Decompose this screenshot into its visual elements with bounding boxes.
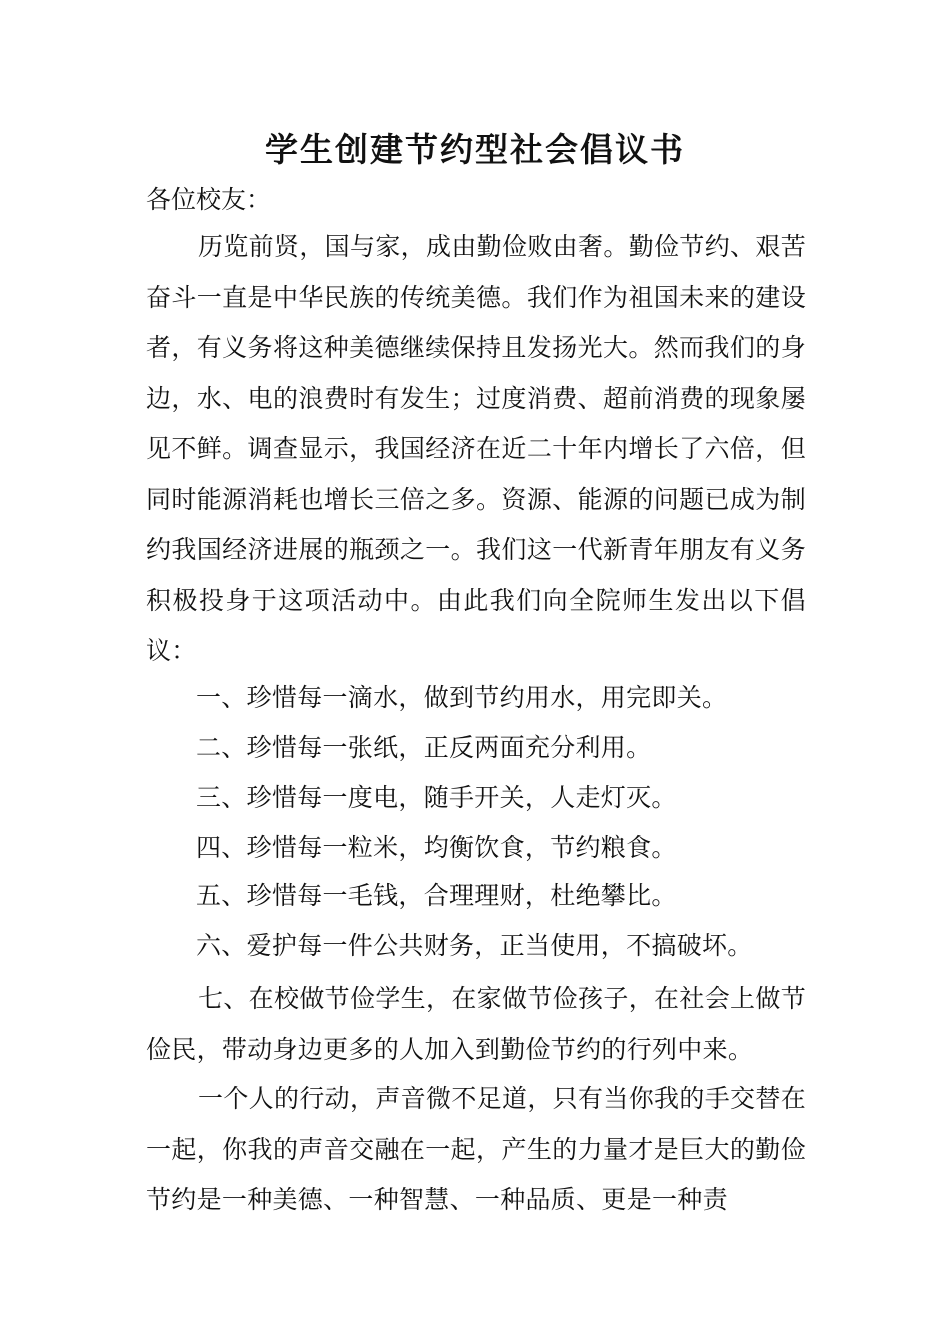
document-title: 学生创建节约型社会倡议书 [265,130,685,169]
list-item: 六、爱护每一件公共财务，正当使用，不搞破坏。 [196,931,753,960]
list-item-seven: 七、在校做节俭学生，在家做节俭孩子，在社会上做节俭民，带动身边更多的人加入到勤俭节约的行列中来。 [146,984,806,1064]
list-item: 五、珍惜每一毛钱，合理理财，杜绝攀比。 [196,881,677,910]
closing-paragraph: 一个人的行动，声音微不足道，只有当你我的手交替在一起，你我的声音交融在一起，产生的力量才是巨大的勤俭节约是一种美德、一种智慧、一种品质、更是一种责 [146,1084,806,1214]
list-item: 三、珍惜每一度电，随手开关，人走灯灭。 [196,783,677,812]
list-item: 四、珍惜每一粒米，均衡饮食，节约粮食。 [196,833,677,862]
list-item: 一、珍惜每一滴水，做到节约用水，用完即关。 [196,683,728,712]
salutation: 各位校友： [146,185,272,214]
list-item: 二、珍惜每一张纸，正反两面充分利用。 [196,733,652,762]
intro-paragraph: 历览前贤，国与家，成由勤俭败由奢。勤俭节约、艰苦奋斗一直是中华民族的传统美德。我们作为祖国未来的建设者，有义务将这种美德继续保持且发扬光大。然而我们的身边，水、电的浪费时有发生；过度消费、超前消费的现象屡见不鲜。调查显示，我国经济在近二十年内增长了六倍，但同时能源消耗也增长三倍之多。资源、能源的问题已成为制约我国经济进展的瓶颈之一。我们这一代新青年朋友有义务积极投身于这项活动中。由此我们向全院师生发出以下倡议： [146,232,806,665]
